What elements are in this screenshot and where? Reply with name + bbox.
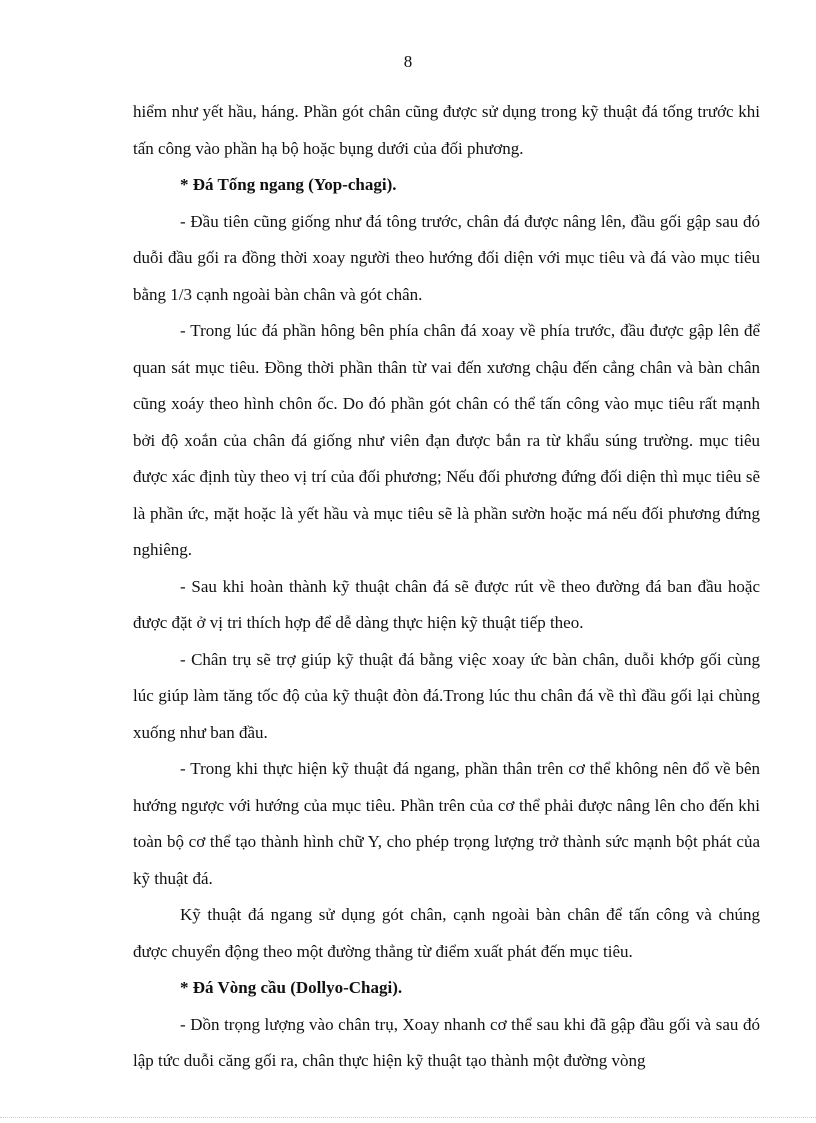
paragraph: - Chân trụ sẽ trợ giúp kỹ thuật đá bằng việc xoay ức bàn chân, duỗi khớp gối cùng lúc giúp làm tăng tốc độ của kỹ thuật đòn đá.Trong lúc thu chân đá về thì đầu gối lại chùng xuống như ban đầu. [133,649,760,742]
page-body [133,94,760,1080]
paragraph: - Dồn trọng lượng vào chân trụ, Xoay nhanh cơ thể sau khi đã gập đầu gối và sau đó lập tức duỗi căng gối ra, chân thực hiện kỹ thuật tạo thành một đường vòng [133,1014,760,1070]
paragraph: - Sau khi hoàn thành kỹ thuật chân đá sẽ được rút về theo đường đá ban đầu hoặc được đặt ở vị tri thích hợp để dễ dàng thực hiện kỹ thuật tiếp theo. [133,576,760,632]
section-heading-dollyo-chagi: * Đá Vòng cầu (Dollyo-Chagi). [180,978,403,997]
paragraph: Kỹ thuật đá ngang sử dụng gót chân, cạnh ngoài bàn chân để tấn công và chúng được chuyển động theo một đường thẳng từ điểm xuất phát đến mục tiêu. [133,905,760,961]
paragraph: - Đầu tiên cũng giống như đá tông trước, chân đá được nâng lên, đầu gối gập sau đó duỗi đầu gối ra đồng thời xoay người theo hướng đối diện với mục tiêu và đá vào mục tiêu bằng 1/3 cạnh ngoài bàn chân và gót chân. [133,211,760,304]
paragraph: - Trong lúc đá phần hông bên phía chân đá xoay về phía trước, đầu được gập lên để quan sát mục tiêu. Đồng thời phần thân từ vai đến xương chậu đến cẳng chân và bàn chân cũng xoáy theo hình chôn ốc. Do đó phần gót chân có thể tấn công vào mục tiêu rất mạnh bởi độ xoắn của chân đá giống như viên đạn được bắn ra từ khẩu súng trường. mục tiêu được xác định tùy theo vị trí của đối phương; Nếu đối phương đứng đối diện thì mục tiêu sẽ là phần ức, mặt hoặc là yết hầu và mục tiêu sẽ là phần sườn hoặc má nếu đối phương đứng nghiêng. [133,321,760,559]
page-number: 8 [403,52,413,71]
paragraph-continuation: hiểm như yết hầu, háng. Phần gót chân cũng được sử dụng trong kỹ thuật đá tống trước khi tấn công vào phần hạ bộ hoặc bụng dưới của đối phương. [133,102,760,158]
page-bottom-divider [0,1117,816,1118]
paragraph: - Trong khi thực hiện kỹ thuật đá ngang, phần thân trên cơ thể không nên đổ về bên hướng ngược với hướng của mục tiêu. Phần trên của cơ thể phải được nâng lên cho đến khi toàn bộ cơ thể tạo thành hình chữ Y, cho phép trọng lượng trở thành sức mạnh bột phát của kỹ thuật đá. [133,759,760,888]
section-heading-yop-chagi: * Đá Tống ngang (Yop-chagi). [180,175,397,194]
